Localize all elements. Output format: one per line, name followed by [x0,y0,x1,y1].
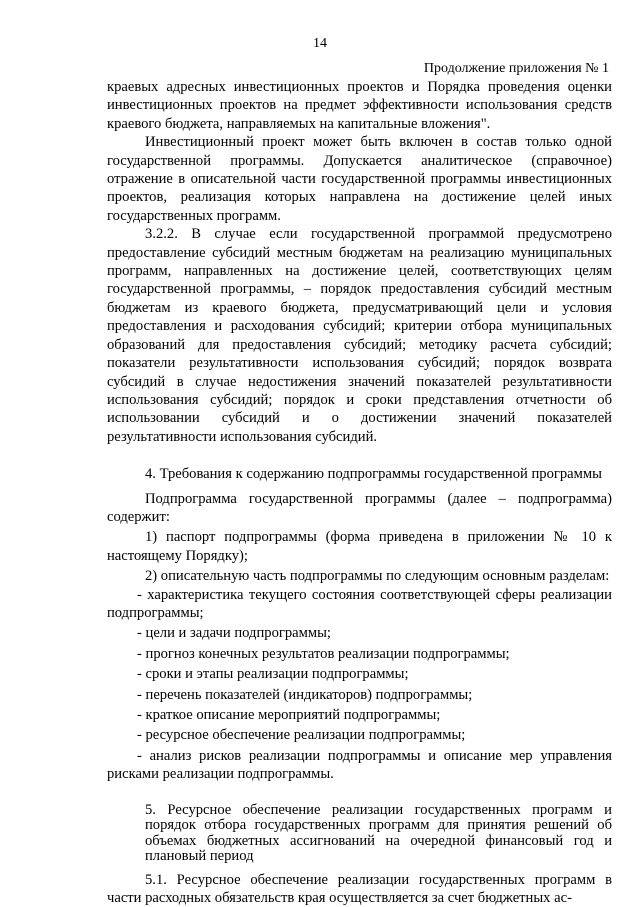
paragraph-investment: Инвестиционный проект может быть включен в состав только одной государственной программы. Допускается аналитическое (справочное) отражение в описательной части государственной программы инвестиционных проектов, реализация которых направлена на достижение целей иных государственных программ. [107,134,612,224]
bullet-item: - цели и задачи подпрограммы; [137,625,331,642]
section-4-item-2: 2) описательную часть подпрограммы по следующим основным разделам: [145,568,610,585]
section-5-1-paragraph: 5.1. Ресурсное обеспечение реализации государственных программ в части расходных обязательств края осуществляется за счет бюджетных ас- [107,871,612,907]
page-number: 14 [313,36,327,51]
paragraph-3-2-2: 3.2.2. В случае если государственной программой предусмотрено предоставление субсидий местным бюджетам на реализацию муниципальных программ, направленных на достижение целей, соответствующих целям государственной программы, – порядок предоставления субсидий местным бюджетам из краевого бюджета, предусматривающий цели и условия предоставления и расходования субсидий; критерии отбора муниципальных образований для предоставления субсидий; методику расчета субсидий; показатели результативности использования субсидий; порядок возврата субсидий в случае недостижения значений показателей результативности использования субсидий; порядок и сроки представления отчетности об использовании субсидий и о достижении значений показателей результативности использования субсидий. [107,226,612,445]
section-4-item-1: 1) паспорт подпрограммы (форма приведена в приложении № 10 к настоящему Порядку); [107,529,612,564]
bullet-item: - краткое описание мероприятий подпрограммы; [137,707,441,723]
paragraph-continued: краевых адресных инвестиционных проектов и Порядка проведения оценки инвестиционных проектов на предмет эффективности использования средств краевого бюджета, направляемых на капитальные вложения". [107,79,612,132]
bullet-item: - характеристика текущего состояния соответствующей сферы реализации подпрограммы; [107,586,612,621]
bullet-item: - прогноз конечных результатов реализации подпрограммы; [137,645,510,662]
bullet-item: - ресурсное обеспечение реализации подпрограммы; [137,727,466,744]
bullet-item: - анализ рисков реализации подпрограммы и описание мер управления рисками реализации подпрограммы. [107,747,612,783]
bullet-item: - сроки и этапы реализации подпрограммы; [137,666,409,683]
document-body [107,78,612,907]
continuation-label: Продолжение приложения № 1 [423,61,609,76]
section-5-heading: 5. Ресурсное обеспечение реализации государственных программ и порядок отбора государственных программ для принятия решений об объемах бюджетных ассигнований на очередной финансовый год и плановый период [145,801,612,865]
bullet-item: - перечень показателей (индикаторов) подпрограммы; [137,686,473,703]
section-4-heading: 4. Требования к содержанию подпрограммы государственной программы [145,466,602,483]
section-4-intro: Подпрограмма государственной программы (далее – подпрограмма) содержит: [107,490,612,525]
